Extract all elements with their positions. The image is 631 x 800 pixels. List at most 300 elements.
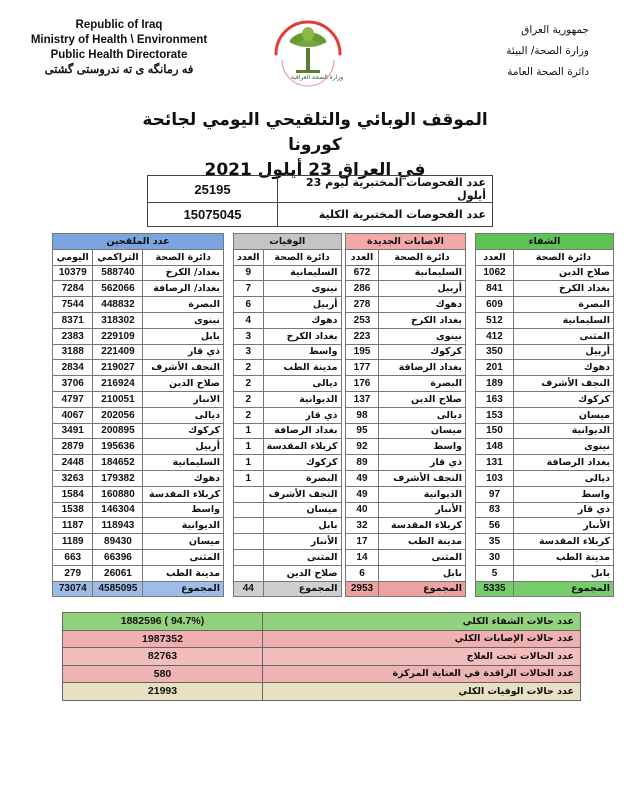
recovered-table bbox=[475, 233, 614, 597]
total-tests-label: عدد الفحوصات المختبرية الكلية bbox=[278, 203, 493, 227]
new-cases-place-cell: نينوى bbox=[378, 328, 465, 344]
summary-row bbox=[63, 630, 581, 648]
new-cases-value-cell: 672 bbox=[346, 265, 379, 281]
vaccinated-daily-cell: 2448 bbox=[53, 455, 93, 471]
deaths-place-cell: واسط bbox=[263, 344, 341, 360]
deaths-value-cell: 2 bbox=[234, 376, 264, 392]
deaths-place-cell: نينوى bbox=[263, 281, 341, 297]
vaccinated-value-cell: 221409 bbox=[93, 344, 143, 360]
new-cases-value-cell: 177 bbox=[346, 360, 379, 376]
header-ar-line: جمهورية العراق bbox=[521, 24, 589, 36]
new-cases-col-place: دائرة الصحة bbox=[378, 249, 465, 265]
vaccinated-value-cell: 229109 bbox=[93, 328, 143, 344]
deaths-value-cell bbox=[234, 565, 264, 581]
recovered-place-cell: بغداد الكرخ bbox=[513, 281, 613, 297]
deaths-row bbox=[234, 470, 342, 486]
deaths-value-cell: 1 bbox=[234, 470, 264, 486]
vaccinated-daily-cell: 4067 bbox=[53, 407, 93, 423]
deaths-value-cell: 7 bbox=[234, 281, 264, 297]
new-cases-place-cell: بغداد الرصافة bbox=[378, 360, 465, 376]
vaccinated-value-cell: 160880 bbox=[93, 486, 143, 502]
recovered-place-cell: أربيل bbox=[513, 344, 613, 360]
recovered-value-cell: 97 bbox=[476, 486, 514, 502]
deaths-place-cell: بغداد الرصافة bbox=[263, 423, 341, 439]
new-cases-value-cell: 253 bbox=[346, 312, 379, 328]
recovered-row bbox=[476, 312, 614, 328]
deaths-row bbox=[234, 486, 342, 502]
new-cases-place-cell: بابل bbox=[378, 565, 465, 581]
vaccinated-value-cell: 118943 bbox=[93, 518, 143, 534]
vaccinated-col-cumulative: التراكمي bbox=[93, 249, 143, 265]
vaccinated-rows bbox=[53, 265, 224, 581]
recovered-place-cell: الديوانية bbox=[513, 423, 613, 439]
recovered-row bbox=[476, 376, 614, 392]
recovered-col-count: العدد bbox=[476, 249, 514, 265]
recovered-place-cell: ميسان bbox=[513, 407, 613, 423]
new-cases-row bbox=[346, 281, 466, 297]
recovered-value-cell: 131 bbox=[476, 455, 514, 471]
recovered-value-cell: 148 bbox=[476, 439, 514, 455]
vaccinated-col-place: دائرة الصحة bbox=[143, 249, 224, 265]
deaths-row bbox=[234, 565, 342, 581]
recovered-value-cell: 56 bbox=[476, 518, 514, 534]
recovered-row bbox=[476, 502, 614, 518]
vaccinated-place-cell: صلاح الدين bbox=[143, 376, 224, 392]
vaccinated-value-cell: 562066 bbox=[93, 281, 143, 297]
deaths-value-cell bbox=[234, 502, 264, 518]
new-cases-place-cell: كركوك bbox=[378, 344, 465, 360]
deaths-row bbox=[234, 344, 342, 360]
summary-row bbox=[63, 665, 581, 683]
vaccinated-value-cell: 26061 bbox=[93, 565, 143, 581]
vaccinated-place-cell: ديالى bbox=[143, 407, 224, 423]
deaths-row bbox=[234, 376, 342, 392]
vaccinated-daily-cell: 1538 bbox=[53, 502, 93, 518]
deaths-row bbox=[234, 391, 342, 407]
vaccinated-place-cell: مدينة الطب bbox=[143, 565, 224, 581]
new-cases-row bbox=[346, 391, 466, 407]
recovered-place-cell: صلاح الدين bbox=[513, 265, 613, 281]
header-arabic-block bbox=[459, 20, 589, 83]
vaccinated-place-cell: النجف الأشرف bbox=[143, 360, 224, 376]
new-cases-place-cell: ذي قار bbox=[378, 455, 465, 471]
deaths-row bbox=[234, 423, 342, 439]
summary-table bbox=[62, 612, 581, 701]
recovered-value-cell: 201 bbox=[476, 360, 514, 376]
deaths-value-cell bbox=[234, 534, 264, 550]
vaccinated-value-cell: 184652 bbox=[93, 455, 143, 471]
recovered-total-label: المجموع bbox=[513, 581, 613, 597]
new-cases-total-label: المجموع bbox=[378, 581, 465, 597]
new-cases-row bbox=[346, 407, 466, 423]
new-cases-value-cell: 49 bbox=[346, 470, 379, 486]
recovered-place-cell: البصرة bbox=[513, 297, 613, 313]
recovered-place-cell: الأنبار bbox=[513, 518, 613, 534]
vaccinated-daily-cell: 8371 bbox=[53, 312, 93, 328]
deaths-place-cell: صلاح الدين bbox=[263, 565, 341, 581]
deaths-row bbox=[234, 455, 342, 471]
new-cases-row bbox=[346, 265, 466, 281]
new-cases-value-cell: 223 bbox=[346, 328, 379, 344]
vaccinated-place-cell: بابل bbox=[143, 328, 224, 344]
summary-row bbox=[63, 648, 581, 666]
deaths-place-cell: الأنبار bbox=[263, 534, 341, 550]
vaccinated-row bbox=[53, 455, 224, 471]
deaths-value-cell bbox=[234, 549, 264, 565]
deaths-title: الوفيات bbox=[234, 234, 342, 250]
deaths-place-cell: أربيل bbox=[263, 297, 341, 313]
vaccinated-daily-cell: 3188 bbox=[53, 344, 93, 360]
summary-label: عدد الحالات تحت العلاج bbox=[263, 648, 581, 666]
vaccinated-place-cell: بغداد/ الرصافة bbox=[143, 281, 224, 297]
deaths-col-place: دائرة الصحة bbox=[263, 249, 341, 265]
deaths-place-cell: بغداد الكرخ bbox=[263, 328, 341, 344]
vaccinated-row bbox=[53, 423, 224, 439]
vaccinated-daily-cell: 2383 bbox=[53, 328, 93, 344]
new-cases-value-cell: 92 bbox=[346, 439, 379, 455]
vaccinated-daily-cell: 3263 bbox=[53, 470, 93, 486]
new-cases-row bbox=[346, 502, 466, 518]
deaths-row bbox=[234, 407, 342, 423]
new-cases-total-value: 2953 bbox=[346, 581, 379, 597]
deaths-value-cell: 4 bbox=[234, 312, 264, 328]
vaccinated-daily-cell: 7284 bbox=[53, 281, 93, 297]
recovered-row bbox=[476, 486, 614, 502]
vaccinated-place-cell: بغداد/ الكرخ bbox=[143, 265, 224, 281]
recovered-row bbox=[476, 281, 614, 297]
deaths-place-cell: مدينة الطب bbox=[263, 360, 341, 376]
title-line-1: الموقف الوبائي والتلقيحي اليومي لجائحة كورونا bbox=[142, 110, 488, 155]
vaccinated-value-cell: 146304 bbox=[93, 502, 143, 518]
vaccinated-place-cell: دهوك bbox=[143, 470, 224, 486]
header-en-line: Republic of Iraq bbox=[75, 19, 163, 31]
vaccinated-daily-cell: 3491 bbox=[53, 423, 93, 439]
vaccinated-daily-cell: 7544 bbox=[53, 297, 93, 313]
vaccinated-daily-cell: 1187 bbox=[53, 518, 93, 534]
deaths-place-cell: كركوك bbox=[263, 455, 341, 471]
new-cases-place-cell: دهوك bbox=[378, 297, 465, 313]
vaccinated-row bbox=[53, 502, 224, 518]
deaths-col-count: العدد bbox=[234, 249, 264, 265]
new-cases-row bbox=[346, 423, 466, 439]
header-ar-line: وزارة الصحة/ البيئة bbox=[506, 45, 589, 57]
recovered-place-cell: النجف الأشرف bbox=[513, 376, 613, 392]
vaccinated-title: عدد الملقحين bbox=[53, 234, 224, 250]
header-ar-line: دائرة الصحة العامة bbox=[507, 66, 589, 78]
new-cases-row bbox=[346, 549, 466, 565]
vaccinated-value-cell: 179382 bbox=[93, 470, 143, 486]
new-cases-value-cell: 137 bbox=[346, 391, 379, 407]
vaccinated-daily-cell: 3706 bbox=[53, 376, 93, 392]
recovered-value-cell: 103 bbox=[476, 470, 514, 486]
recovered-place-cell: نينوى bbox=[513, 439, 613, 455]
vaccinated-value-cell: 66396 bbox=[93, 549, 143, 565]
daily-tests-value: 25195 bbox=[148, 176, 278, 203]
vaccinated-daily-cell: 1584 bbox=[53, 486, 93, 502]
recovered-value-cell: 153 bbox=[476, 407, 514, 423]
vaccinated-value-cell: 219027 bbox=[93, 360, 143, 376]
new-cases-value-cell: 195 bbox=[346, 344, 379, 360]
summary-label: عدد حالات الوفيات الكلي bbox=[263, 683, 581, 701]
new-cases-place-cell: أربيل bbox=[378, 281, 465, 297]
vaccinated-row bbox=[53, 281, 224, 297]
daily-tests-row bbox=[148, 176, 493, 203]
vaccinated-total-row bbox=[53, 581, 224, 597]
new-cases-value-cell: 32 bbox=[346, 518, 379, 534]
vaccinated-row bbox=[53, 376, 224, 392]
new-cases-rows bbox=[346, 265, 466, 581]
new-cases-place-cell: البصرة bbox=[378, 376, 465, 392]
deaths-value-cell: 2 bbox=[234, 407, 264, 423]
vaccinated-value-cell: 200895 bbox=[93, 423, 143, 439]
vaccinated-place-cell: الانبار bbox=[143, 391, 224, 407]
vaccinated-row bbox=[53, 265, 224, 281]
new-cases-table bbox=[345, 233, 466, 597]
deaths-value-cell: 6 bbox=[234, 297, 264, 313]
deaths-row bbox=[234, 312, 342, 328]
summary-label: عدد حالات الشفاء الكلي bbox=[263, 613, 581, 631]
new-cases-row bbox=[346, 470, 466, 486]
new-cases-place-cell: بغداد الكرخ bbox=[378, 312, 465, 328]
new-cases-row bbox=[346, 486, 466, 502]
recovered-row bbox=[476, 328, 614, 344]
vaccinated-total-cumulative: 4585095 bbox=[93, 581, 143, 597]
new-cases-place-cell: النجف الأشرف bbox=[378, 470, 465, 486]
deaths-row bbox=[234, 265, 342, 281]
deaths-row bbox=[234, 297, 342, 313]
new-cases-value-cell: 98 bbox=[346, 407, 379, 423]
deaths-place-cell: الديوانية bbox=[263, 391, 341, 407]
recovered-total-value: 5335 bbox=[476, 581, 514, 597]
recovered-row bbox=[476, 423, 614, 439]
total-tests-value: 15075045 bbox=[148, 203, 278, 227]
recovered-rows bbox=[476, 265, 614, 581]
new-cases-row bbox=[346, 312, 466, 328]
deaths-table bbox=[233, 233, 342, 597]
vaccinated-place-cell: ذي قار bbox=[143, 344, 224, 360]
vaccinated-col-daily: اليومي bbox=[53, 249, 93, 265]
new-cases-value-cell: 278 bbox=[346, 297, 379, 313]
new-cases-place-cell: المثنى bbox=[378, 549, 465, 565]
recovered-place-cell: بغداد الرصافة bbox=[513, 455, 613, 471]
recovered-value-cell: 83 bbox=[476, 502, 514, 518]
recovered-total-row bbox=[476, 581, 614, 597]
deaths-place-cell: دهوك bbox=[263, 312, 341, 328]
deaths-place-cell: كربلاء المقدسة bbox=[263, 439, 341, 455]
recovered-place-cell: مدينة الطب bbox=[513, 549, 613, 565]
header-english-block bbox=[14, 18, 224, 78]
deaths-value-cell: 1 bbox=[234, 439, 264, 455]
recovered-value-cell: 5 bbox=[476, 565, 514, 581]
recovered-place-cell: ذي قار bbox=[513, 502, 613, 518]
deaths-place-cell: المثنى bbox=[263, 549, 341, 565]
summary-value: 1882596 ( 94.7%) bbox=[63, 613, 263, 631]
deaths-total-label: المجموع bbox=[263, 581, 341, 597]
recovered-value-cell: 150 bbox=[476, 423, 514, 439]
new-cases-place-cell: ميسان bbox=[378, 423, 465, 439]
deaths-value-cell: 9 bbox=[234, 265, 264, 281]
vaccinated-row bbox=[53, 344, 224, 360]
vaccinated-daily-cell: 2879 bbox=[53, 439, 93, 455]
vaccinated-row bbox=[53, 518, 224, 534]
recovered-row bbox=[476, 455, 614, 471]
recovered-row bbox=[476, 297, 614, 313]
vaccinated-daily-cell: 4797 bbox=[53, 391, 93, 407]
logo-caption: وزارة الصحة العراقية bbox=[290, 74, 344, 81]
deaths-value-cell: 1 bbox=[234, 423, 264, 439]
new-cases-row bbox=[346, 565, 466, 581]
vaccinated-place-cell: ميسان bbox=[143, 534, 224, 550]
summary-value: 21993 bbox=[63, 683, 263, 701]
recovered-place-cell: كركوك bbox=[513, 391, 613, 407]
deaths-value-cell bbox=[234, 518, 264, 534]
new-cases-col-count: العدد bbox=[346, 249, 379, 265]
vaccinated-value-cell: 588740 bbox=[93, 265, 143, 281]
vaccinated-daily-cell: 1189 bbox=[53, 534, 93, 550]
header-en-line: Public Health Directorate bbox=[50, 49, 188, 61]
new-cases-place-cell: صلاح الدين bbox=[378, 391, 465, 407]
vaccinated-place-cell: السليمانية bbox=[143, 455, 224, 471]
vaccinated-place-cell: كربلاء المقدسة bbox=[143, 486, 224, 502]
vaccinated-row bbox=[53, 360, 224, 376]
recovered-value-cell: 189 bbox=[476, 376, 514, 392]
new-cases-place-cell: واسط bbox=[378, 439, 465, 455]
vaccinated-total-daily: 73074 bbox=[53, 581, 93, 597]
recovered-row bbox=[476, 344, 614, 360]
deaths-value-cell bbox=[234, 486, 264, 502]
new-cases-row bbox=[346, 439, 466, 455]
recovered-place-cell: المثنى bbox=[513, 328, 613, 344]
vaccinated-row bbox=[53, 549, 224, 565]
deaths-row bbox=[234, 518, 342, 534]
recovered-place-cell: ديالى bbox=[513, 470, 613, 486]
lab-tests-table bbox=[147, 175, 493, 227]
page-title bbox=[120, 108, 510, 183]
deaths-row bbox=[234, 439, 342, 455]
recovered-row bbox=[476, 439, 614, 455]
deaths-value-cell: 1 bbox=[234, 455, 264, 471]
recovered-row bbox=[476, 391, 614, 407]
vaccinated-row bbox=[53, 534, 224, 550]
new-cases-row bbox=[346, 297, 466, 313]
new-cases-value-cell: 14 bbox=[346, 549, 379, 565]
new-cases-place-cell: السليمانية bbox=[378, 265, 465, 281]
vaccinated-row bbox=[53, 328, 224, 344]
new-cases-place-cell: كربلاء المقدسة bbox=[378, 518, 465, 534]
recovered-place-cell: بابل bbox=[513, 565, 613, 581]
deaths-row bbox=[234, 360, 342, 376]
vaccinated-value-cell: 216924 bbox=[93, 376, 143, 392]
summary-row bbox=[63, 683, 581, 701]
vaccinated-place-cell: نينوى bbox=[143, 312, 224, 328]
vaccinated-place-cell: البصرة bbox=[143, 297, 224, 313]
new-cases-value-cell: 17 bbox=[346, 534, 379, 550]
deaths-place-cell: ذي قار bbox=[263, 407, 341, 423]
deaths-row bbox=[234, 534, 342, 550]
vaccinated-row bbox=[53, 391, 224, 407]
vaccinated-value-cell: 89430 bbox=[93, 534, 143, 550]
new-cases-value-cell: 89 bbox=[346, 455, 379, 471]
header-en-line: Ministry of Health \ Environment bbox=[30, 34, 208, 46]
new-cases-value-cell: 176 bbox=[346, 376, 379, 392]
new-cases-row bbox=[346, 376, 466, 392]
deaths-place-cell: بابل bbox=[263, 518, 341, 534]
deaths-place-cell: البصرة bbox=[263, 470, 341, 486]
vaccinated-row bbox=[53, 486, 224, 502]
vaccinated-place-cell: الديوانية bbox=[143, 518, 224, 534]
recovered-value-cell: 512 bbox=[476, 312, 514, 328]
deaths-place-cell: السليمانية bbox=[263, 265, 341, 281]
deaths-row bbox=[234, 281, 342, 297]
new-cases-place-cell: مدينة الطب bbox=[378, 534, 465, 550]
new-cases-title: الاصابات الجديدة bbox=[346, 234, 466, 250]
recovered-place-cell: واسط bbox=[513, 486, 613, 502]
recovered-row bbox=[476, 360, 614, 376]
vaccinated-daily-cell: 663 bbox=[53, 549, 93, 565]
daily-tests-label: عدد الفحوصات المختبرية ليوم 23 أيلول bbox=[278, 176, 493, 203]
deaths-value-cell: 2 bbox=[234, 391, 264, 407]
new-cases-row bbox=[346, 534, 466, 550]
recovered-value-cell: 1062 bbox=[476, 265, 514, 281]
new-cases-place-cell: ديالى bbox=[378, 407, 465, 423]
deaths-value-cell: 2 bbox=[234, 360, 264, 376]
title-line-2: في العراق 23 أيلول 2021 bbox=[204, 160, 426, 180]
vaccinated-value-cell: 195636 bbox=[93, 439, 143, 455]
vaccinated-place-cell: واسط bbox=[143, 502, 224, 518]
vaccinated-daily-cell: 2834 bbox=[53, 360, 93, 376]
new-cases-row bbox=[346, 455, 466, 471]
deaths-place-cell: ديالى bbox=[263, 376, 341, 392]
recovered-place-cell: السليمانية bbox=[513, 312, 613, 328]
vaccinated-value-cell: 210051 bbox=[93, 391, 143, 407]
recovered-row bbox=[476, 470, 614, 486]
recovered-title: الشفاء bbox=[476, 234, 614, 250]
recovered-row bbox=[476, 518, 614, 534]
new-cases-place-cell: الديوانية bbox=[378, 486, 465, 502]
recovered-value-cell: 350 bbox=[476, 344, 514, 360]
recovered-row bbox=[476, 407, 614, 423]
new-cases-value-cell: 286 bbox=[346, 281, 379, 297]
new-cases-place-cell: الأنبار bbox=[378, 502, 465, 518]
new-cases-value-cell: 49 bbox=[346, 486, 379, 502]
vaccinated-place-cell: أربيل bbox=[143, 439, 224, 455]
new-cases-value-cell: 95 bbox=[346, 423, 379, 439]
deaths-rows bbox=[234, 265, 342, 581]
recovered-place-cell: دهوك bbox=[513, 360, 613, 376]
deaths-total-value: 44 bbox=[234, 581, 264, 597]
vaccinated-row bbox=[53, 407, 224, 423]
deaths-row bbox=[234, 328, 342, 344]
deaths-row bbox=[234, 549, 342, 565]
recovered-value-cell: 841 bbox=[476, 281, 514, 297]
vaccinated-total-label: المجموع bbox=[143, 581, 224, 597]
recovered-place-cell: كربلاء المقدسة bbox=[513, 534, 613, 550]
summary-label: عدد الحالات الراقدة في العناية المركزة bbox=[263, 665, 581, 683]
recovered-col-place: دائرة الصحة bbox=[513, 249, 613, 265]
recovered-row bbox=[476, 265, 614, 281]
vaccinated-value-cell: 202056 bbox=[93, 407, 143, 423]
recovered-row bbox=[476, 565, 614, 581]
new-cases-row bbox=[346, 328, 466, 344]
vaccinated-daily-cell: 279 bbox=[53, 565, 93, 581]
vaccinated-row bbox=[53, 439, 224, 455]
new-cases-value-cell: 40 bbox=[346, 502, 379, 518]
recovered-value-cell: 609 bbox=[476, 297, 514, 313]
vaccinated-row bbox=[53, 297, 224, 313]
new-cases-row bbox=[346, 518, 466, 534]
new-cases-total-row bbox=[346, 581, 466, 597]
recovered-row bbox=[476, 549, 614, 565]
